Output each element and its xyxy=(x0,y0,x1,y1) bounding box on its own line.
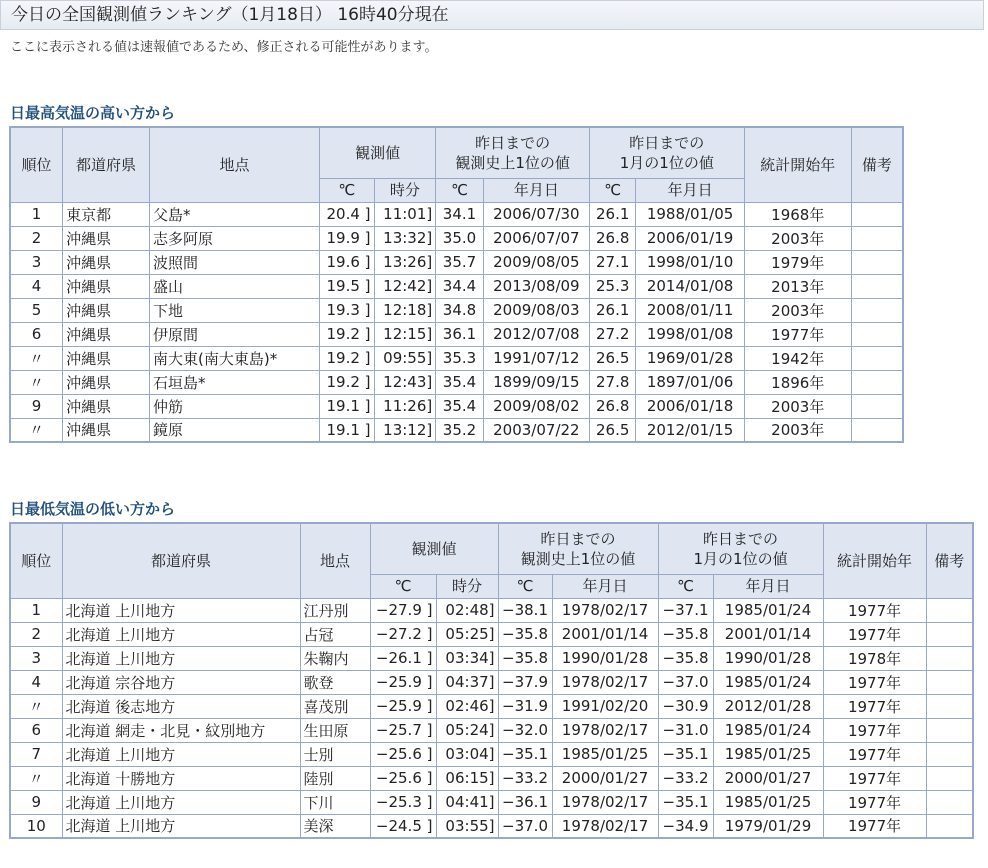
cell-jan-value: −34.9 xyxy=(658,814,713,838)
cell-note xyxy=(851,394,903,418)
cell-top-date: 1991/07/12 xyxy=(483,346,589,370)
cell-jan-value: −35.1 xyxy=(658,790,713,814)
cell-time: 04:37] xyxy=(436,670,498,694)
cell-time: 03:34] xyxy=(436,646,498,670)
cell-top-value: 35.0 xyxy=(436,226,484,250)
cell-rank: 7 xyxy=(10,742,62,766)
cell-jan-value: 25.3 xyxy=(589,274,636,298)
cell-value: −25.7 ] xyxy=(370,718,436,742)
cell-jan-value: −33.2 xyxy=(658,766,713,790)
header-point: 地点 xyxy=(300,523,370,598)
cell-start: 1977年 xyxy=(823,742,926,766)
cell-value: −26.1 ] xyxy=(370,646,436,670)
cell-jan-value: −31.0 xyxy=(658,718,713,742)
record-top-line1: 昨日までの xyxy=(540,529,616,548)
cell-point: 伊原間 xyxy=(150,322,320,346)
cell-pref: 北海道 宗谷地方 xyxy=(62,670,300,694)
header-jan-deg: ℃ xyxy=(589,178,636,202)
cell-pref: 沖縄県 xyxy=(63,322,150,346)
cell-time: 02:48] xyxy=(436,598,498,622)
cell-jan-date: 1990/01/28 xyxy=(713,646,823,670)
cell-jan-date: 1998/01/10 xyxy=(636,250,744,274)
cell-jan-value: 26.1 xyxy=(589,202,636,226)
cell-rank: 6 xyxy=(10,718,62,742)
cell-jan-value: −30.9 xyxy=(658,694,713,718)
cell-note xyxy=(851,346,903,370)
cell-top-date: 2006/07/30 xyxy=(483,202,589,226)
cell-jan-date: 1985/01/24 xyxy=(713,670,823,694)
cell-pref: 北海道 上川地方 xyxy=(62,598,300,622)
cell-rank: 10 xyxy=(10,814,62,838)
cell-top-value: −31.9 xyxy=(498,694,552,718)
header-obs-time: 時分 xyxy=(374,178,436,202)
cell-jan-value: 27.8 xyxy=(589,370,636,394)
cell-time: 03:04] xyxy=(436,742,498,766)
cell-jan-value: 26.8 xyxy=(589,394,636,418)
table-row xyxy=(10,814,973,838)
header-pref: 都道府県 xyxy=(63,127,150,202)
table-row xyxy=(10,250,903,274)
cell-value: 19.1 ] xyxy=(319,394,374,418)
cell-start: 2003年 xyxy=(744,226,851,250)
cell-value: −25.9 ] xyxy=(370,670,436,694)
header-record-top xyxy=(436,127,590,178)
cell-time: 11:26] xyxy=(374,394,436,418)
low-ranking-table xyxy=(9,522,974,839)
header-point: 地点 xyxy=(150,127,320,202)
cell-top-value: −35.1 xyxy=(498,742,552,766)
cell-top-value: 35.3 xyxy=(436,346,484,370)
low-table-body xyxy=(10,598,973,838)
cell-value: 19.9 ] xyxy=(319,226,374,250)
cell-point: 志多阿原 xyxy=(150,226,320,250)
header-note: 備考 xyxy=(851,127,903,202)
cell-rank: 4 xyxy=(10,670,62,694)
low-table-title: 日最低気温の低い方から xyxy=(10,500,176,518)
cell-top-value: −32.0 xyxy=(498,718,552,742)
cell-pref: 沖縄県 xyxy=(63,274,150,298)
table-row xyxy=(10,790,973,814)
cell-point: 士別 xyxy=(300,742,370,766)
cell-pref: 北海道 網走・北見・紋別地方 xyxy=(62,718,300,742)
cell-jan-date: 2008/01/11 xyxy=(636,298,744,322)
cell-rank: 6 xyxy=(10,322,63,346)
cell-top-value: −37.9 xyxy=(498,670,552,694)
cell-point: 喜茂別 xyxy=(300,694,370,718)
cell-value: −25.9 ] xyxy=(370,694,436,718)
cell-time: 12:43] xyxy=(374,370,436,394)
table-row xyxy=(10,370,903,394)
table-row xyxy=(10,274,903,298)
cell-top-date: 1978/02/17 xyxy=(552,598,658,622)
cell-top-value: 35.4 xyxy=(436,394,484,418)
cell-pref: 北海道 上川地方 xyxy=(62,814,300,838)
cell-rank: 4 xyxy=(10,274,63,298)
record-jan-line1: 昨日までの xyxy=(629,133,705,152)
cell-value: 19.2 ] xyxy=(319,322,374,346)
cell-value: 19.5 ] xyxy=(319,274,374,298)
cell-note xyxy=(926,742,973,766)
cell-point: 下川 xyxy=(300,790,370,814)
cell-start: 1968年 xyxy=(744,202,851,226)
cell-time: 03:55] xyxy=(436,814,498,838)
cell-jan-date: 1985/01/24 xyxy=(713,598,823,622)
cell-jan-date: 2000/01/27 xyxy=(713,766,823,790)
cell-start: 2003年 xyxy=(744,418,851,442)
cell-start: 1979年 xyxy=(744,250,851,274)
cell-note xyxy=(926,694,973,718)
header-rank: 順位 xyxy=(10,127,63,202)
cell-jan-value: −35.8 xyxy=(658,646,713,670)
cell-top-value: −38.1 xyxy=(498,598,552,622)
record-jan-line1: 昨日までの xyxy=(703,529,779,548)
cell-note xyxy=(926,790,973,814)
cell-note xyxy=(851,322,903,346)
cell-note xyxy=(851,274,903,298)
cell-time: 05:25] xyxy=(436,622,498,646)
cell-rank: 3 xyxy=(10,250,63,274)
cell-value: 20.4 ] xyxy=(319,202,374,226)
cell-jan-date: 1985/01/25 xyxy=(713,790,823,814)
cell-rank: 1 xyxy=(10,598,62,622)
cell-value: −25.6 ] xyxy=(370,766,436,790)
cell-point: 江丹別 xyxy=(300,598,370,622)
header-jan-ymd: 年月日 xyxy=(713,574,823,598)
table-row xyxy=(10,202,903,226)
cell-pref: 北海道 上川地方 xyxy=(62,742,300,766)
cell-pref: 北海道 上川地方 xyxy=(62,790,300,814)
cell-value: 19.2 ] xyxy=(319,346,374,370)
record-top-line2: 観測史上1位の値 xyxy=(455,153,570,172)
table-row xyxy=(10,766,973,790)
header-obs: 観測値 xyxy=(370,523,498,574)
cell-start: 1977年 xyxy=(823,670,926,694)
header-obs: 観測値 xyxy=(319,127,435,178)
header-record-jan xyxy=(658,523,823,574)
cell-top-date: 2012/07/08 xyxy=(483,322,589,346)
cell-time: 12:15] xyxy=(374,322,436,346)
cell-jan-value: 26.5 xyxy=(589,346,636,370)
cell-jan-date: 2014/01/08 xyxy=(636,274,744,298)
cell-jan-value: 26.5 xyxy=(589,418,636,442)
cell-rank: 〃 xyxy=(10,346,63,370)
cell-point: 仲筋 xyxy=(150,394,320,418)
cell-pref: 沖縄県 xyxy=(63,394,150,418)
cell-top-value: −33.2 xyxy=(498,766,552,790)
cell-note xyxy=(926,766,973,790)
header-top-ymd: 年月日 xyxy=(483,178,589,202)
header-start: 統計開始年 xyxy=(744,127,851,202)
cell-top-value: 34.1 xyxy=(436,202,484,226)
cell-rank: 9 xyxy=(10,394,63,418)
cell-point: 歌登 xyxy=(300,670,370,694)
cell-note xyxy=(851,298,903,322)
cell-rank: 〃 xyxy=(10,418,63,442)
cell-time: 13:12] xyxy=(374,418,436,442)
cell-start: 1942年 xyxy=(744,346,851,370)
high-ranking-table xyxy=(9,126,904,443)
cell-top-value: −36.1 xyxy=(498,790,552,814)
cell-jan-date: 1985/01/24 xyxy=(713,718,823,742)
cell-time: 12:42] xyxy=(374,274,436,298)
cell-jan-value: −35.8 xyxy=(658,622,713,646)
cell-jan-value: −35.1 xyxy=(658,742,713,766)
cell-point: 下地 xyxy=(150,298,320,322)
header-record-top xyxy=(498,523,658,574)
cell-rank: 5 xyxy=(10,298,63,322)
header-pref: 都道府県 xyxy=(62,523,300,598)
header-obs-deg: ℃ xyxy=(370,574,436,598)
header-rank: 順位 xyxy=(10,523,62,598)
cell-start: 1977年 xyxy=(823,790,926,814)
table-row xyxy=(10,418,903,442)
cell-jan-date: 1985/01/25 xyxy=(713,742,823,766)
cell-top-date: 1899/09/15 xyxy=(483,370,589,394)
cell-top-date: 1978/02/17 xyxy=(552,670,658,694)
cell-value: 19.3 ] xyxy=(319,298,374,322)
cell-point: 占冠 xyxy=(300,622,370,646)
cell-note xyxy=(851,202,903,226)
record-top-line1: 昨日までの xyxy=(475,133,551,152)
cell-pref: 沖縄県 xyxy=(63,418,150,442)
header-start: 統計開始年 xyxy=(823,523,926,598)
table-row xyxy=(10,346,903,370)
notice-text: ここに表示される値は速報値であるため、修正される可能性があります。 xyxy=(10,40,438,55)
cell-jan-date: 1979/01/29 xyxy=(713,814,823,838)
cell-rank: 〃 xyxy=(10,694,62,718)
cell-top-value: 35.4 xyxy=(436,370,484,394)
cell-jan-date: 1897/01/06 xyxy=(636,370,744,394)
header-top-deg: ℃ xyxy=(436,178,484,202)
cell-time: 11:01] xyxy=(374,202,436,226)
cell-time: 13:26] xyxy=(374,250,436,274)
cell-top-date: 2009/08/03 xyxy=(483,298,589,322)
cell-top-value: 34.8 xyxy=(436,298,484,322)
cell-start: 2013年 xyxy=(744,274,851,298)
cell-top-value: −35.8 xyxy=(498,622,552,646)
cell-pref: 北海道 上川地方 xyxy=(62,646,300,670)
cell-note xyxy=(851,226,903,250)
cell-top-date: 2009/08/05 xyxy=(483,250,589,274)
cell-top-value: 35.7 xyxy=(436,250,484,274)
cell-point: 石垣島* xyxy=(150,370,320,394)
table-row xyxy=(10,694,973,718)
cell-start: 2003年 xyxy=(744,394,851,418)
cell-start: 1977年 xyxy=(823,622,926,646)
table-row xyxy=(10,322,903,346)
cell-jan-date: 2006/01/19 xyxy=(636,226,744,250)
cell-jan-date: 2012/01/15 xyxy=(636,418,744,442)
header-jan-ymd: 年月日 xyxy=(636,178,744,202)
cell-start: 1977年 xyxy=(823,694,926,718)
cell-rank: 〃 xyxy=(10,370,63,394)
record-jan-line2: 1月の1位の値 xyxy=(619,153,714,172)
table-row xyxy=(10,742,973,766)
cell-start: 1978年 xyxy=(823,646,926,670)
cell-top-date: 1990/01/28 xyxy=(552,646,658,670)
cell-point: 波照間 xyxy=(150,250,320,274)
cell-jan-date: 2012/01/28 xyxy=(713,694,823,718)
cell-pref: 東京都 xyxy=(63,202,150,226)
header-top-ymd: 年月日 xyxy=(552,574,658,598)
cell-note xyxy=(926,670,973,694)
cell-pref: 沖縄県 xyxy=(63,346,150,370)
cell-pref: 北海道 十勝地方 xyxy=(62,766,300,790)
cell-point: 朱鞠内 xyxy=(300,646,370,670)
header-record-jan xyxy=(589,127,744,178)
cell-rank: 2 xyxy=(10,226,63,250)
cell-jan-value: 27.1 xyxy=(589,250,636,274)
cell-top-value: −37.0 xyxy=(498,814,552,838)
cell-jan-value: 27.2 xyxy=(589,322,636,346)
cell-top-value: 36.1 xyxy=(436,322,484,346)
cell-time: 02:46] xyxy=(436,694,498,718)
cell-start: 1896年 xyxy=(744,370,851,394)
cell-note xyxy=(851,370,903,394)
cell-value: −24.5 ] xyxy=(370,814,436,838)
cell-top-date: 1978/02/17 xyxy=(552,814,658,838)
cell-pref: 北海道 上川地方 xyxy=(62,622,300,646)
cell-top-date: 2001/01/14 xyxy=(552,622,658,646)
cell-value: 19.6 ] xyxy=(319,250,374,274)
cell-value: 19.1 ] xyxy=(319,418,374,442)
cell-top-date: 2009/08/02 xyxy=(483,394,589,418)
cell-top-date: 2006/07/07 xyxy=(483,226,589,250)
cell-jan-date: 2001/01/14 xyxy=(713,622,823,646)
cell-value: −27.2 ] xyxy=(370,622,436,646)
cell-pref: 北海道 後志地方 xyxy=(62,694,300,718)
table-row xyxy=(10,226,903,250)
cell-time: 09:55] xyxy=(374,346,436,370)
cell-time: 06:15] xyxy=(436,766,498,790)
cell-top-date: 1978/02/17 xyxy=(552,790,658,814)
cell-top-date: 1991/02/20 xyxy=(552,694,658,718)
high-table-body xyxy=(10,202,903,442)
cell-point: 美深 xyxy=(300,814,370,838)
cell-jan-date: 1988/01/05 xyxy=(636,202,744,226)
cell-value: −25.6 ] xyxy=(370,742,436,766)
cell-jan-value: −37.0 xyxy=(658,670,713,694)
cell-jan-value: 26.1 xyxy=(589,298,636,322)
high-table-title: 日最高気温の高い方から xyxy=(10,104,176,122)
cell-value: 19.2 ] xyxy=(319,370,374,394)
header-obs-time: 時分 xyxy=(436,574,498,598)
record-jan-line2: 1月の1位の値 xyxy=(693,549,788,568)
cell-point: 盛山 xyxy=(150,274,320,298)
table-row xyxy=(10,598,973,622)
cell-pref: 沖縄県 xyxy=(63,298,150,322)
header-obs-deg: ℃ xyxy=(319,178,374,202)
cell-start: 1977年 xyxy=(823,598,926,622)
cell-pref: 沖縄県 xyxy=(63,250,150,274)
cell-rank: 9 xyxy=(10,790,62,814)
table-row xyxy=(10,394,903,418)
cell-time: 04:41] xyxy=(436,790,498,814)
cell-top-value: −35.8 xyxy=(498,646,552,670)
header-jan-deg: ℃ xyxy=(658,574,713,598)
cell-point: 生田原 xyxy=(300,718,370,742)
cell-rank: 〃 xyxy=(10,766,62,790)
cell-jan-date: 1998/01/08 xyxy=(636,322,744,346)
cell-top-date: 2000/01/27 xyxy=(552,766,658,790)
cell-rank: 2 xyxy=(10,622,62,646)
cell-note xyxy=(926,718,973,742)
cell-note xyxy=(926,622,973,646)
cell-jan-date: 1969/01/28 xyxy=(636,346,744,370)
cell-top-date: 2013/08/09 xyxy=(483,274,589,298)
cell-pref: 沖縄県 xyxy=(63,370,150,394)
cell-start: 1977年 xyxy=(823,766,926,790)
cell-jan-value: −37.1 xyxy=(658,598,713,622)
cell-note xyxy=(926,814,973,838)
cell-jan-date: 2006/01/18 xyxy=(636,394,744,418)
cell-rank: 3 xyxy=(10,646,62,670)
table-row xyxy=(10,718,973,742)
table-row xyxy=(10,646,973,670)
cell-value: −27.9 ] xyxy=(370,598,436,622)
cell-point: 鏡原 xyxy=(150,418,320,442)
page-title: 今日の全国観測値ランキング（1月18日） 16時40分現在 xyxy=(0,0,984,30)
cell-time: 13:32] xyxy=(374,226,436,250)
cell-top-date: 2003/07/22 xyxy=(483,418,589,442)
header-note: 備考 xyxy=(926,523,973,598)
table-row xyxy=(10,298,903,322)
record-top-line2: 観測史上1位の値 xyxy=(520,549,636,568)
header-top-deg: ℃ xyxy=(498,574,552,598)
cell-point: 父島* xyxy=(150,202,320,226)
cell-top-value: 35.2 xyxy=(436,418,484,442)
cell-start: 2003年 xyxy=(744,298,851,322)
cell-top-date: 1985/01/25 xyxy=(552,742,658,766)
table-row xyxy=(10,670,973,694)
cell-top-date: 1978/02/17 xyxy=(552,718,658,742)
cell-start: 1977年 xyxy=(823,718,926,742)
cell-note xyxy=(926,646,973,670)
cell-pref: 沖縄県 xyxy=(63,226,150,250)
table-row xyxy=(10,622,973,646)
cell-start: 1977年 xyxy=(744,322,851,346)
cell-note xyxy=(926,598,973,622)
cell-point: 南大東(南大東島)* xyxy=(150,346,320,370)
cell-time: 05:24] xyxy=(436,718,498,742)
cell-top-value: 34.4 xyxy=(436,274,484,298)
cell-note xyxy=(851,418,903,442)
cell-point: 陸別 xyxy=(300,766,370,790)
cell-time: 12:18] xyxy=(374,298,436,322)
cell-jan-value: 26.8 xyxy=(589,226,636,250)
cell-note xyxy=(851,250,903,274)
cell-value: −25.3 ] xyxy=(370,790,436,814)
cell-start: 1977年 xyxy=(823,814,926,838)
cell-rank: 1 xyxy=(10,202,63,226)
